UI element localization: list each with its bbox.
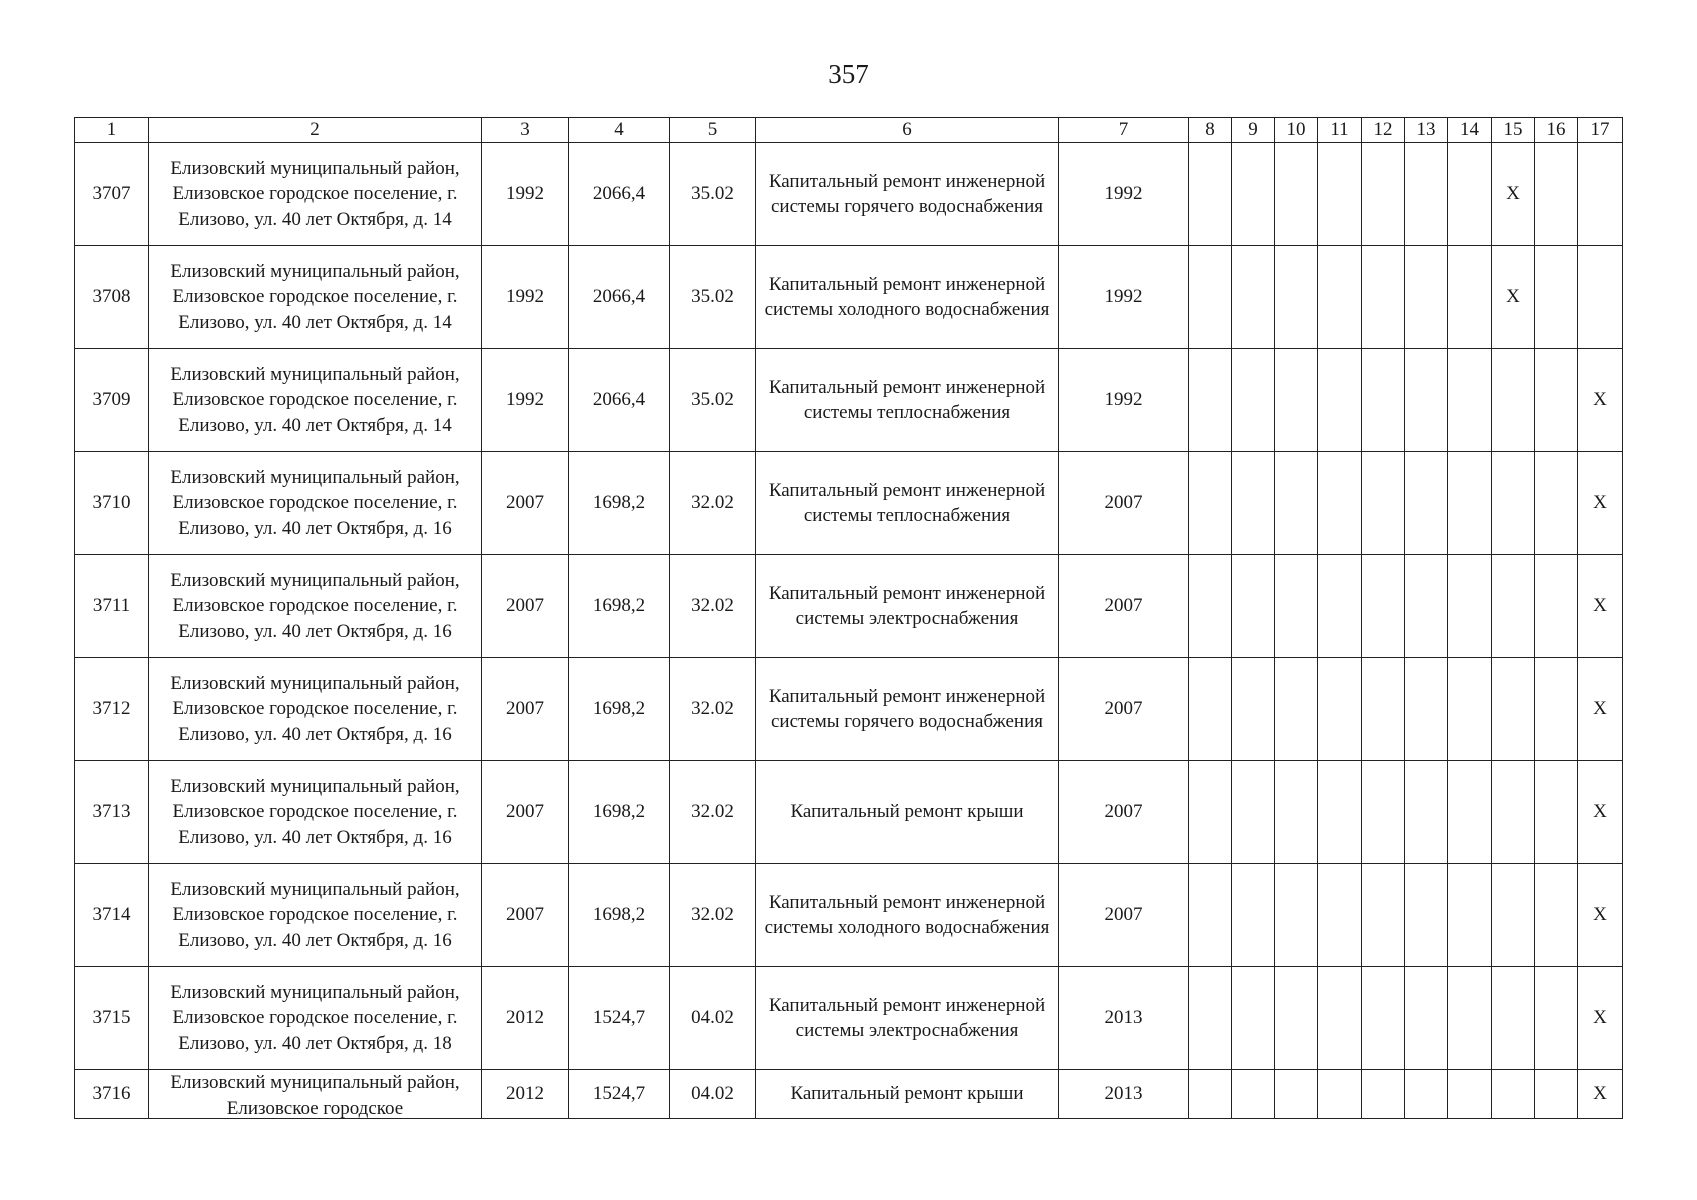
area-cell: 1698,2: [569, 761, 670, 864]
col-9-cell: [1232, 967, 1275, 1070]
table-row: [75, 967, 1623, 1070]
col-8-cell: [1189, 555, 1232, 658]
column-header-14: 14: [1448, 118, 1492, 143]
table-row: [75, 143, 1623, 246]
work-type-cell: Капитальный ремонт инженерной системы теплоснабжения: [756, 349, 1059, 452]
table-body: [75, 143, 1623, 1119]
col-9-cell: [1232, 1070, 1275, 1119]
table-row: [75, 452, 1623, 555]
code-cell: 32.02: [670, 864, 756, 967]
row-number-cell: 3715: [75, 967, 149, 1070]
table-row: [75, 658, 1623, 761]
code-cell: 04.02: [670, 1070, 756, 1119]
col-15-cell: X: [1492, 246, 1535, 349]
col-9-cell: [1232, 555, 1275, 658]
col-10-cell: [1275, 864, 1318, 967]
col-15-cell: [1492, 658, 1535, 761]
row-number-cell: 3713: [75, 761, 149, 864]
col-10-cell: [1275, 452, 1318, 555]
work-year-cell: 2007: [1059, 658, 1189, 761]
col-12-cell: [1362, 1070, 1405, 1119]
page-number: 357: [828, 59, 869, 89]
code-cell: 32.02: [670, 658, 756, 761]
col-9-cell: [1232, 864, 1275, 967]
column-header-3: 3: [482, 118, 569, 143]
column-header-9: 9: [1232, 118, 1275, 143]
col-8-cell: [1189, 452, 1232, 555]
col-9-cell: [1232, 761, 1275, 864]
col-8-cell: [1189, 864, 1232, 967]
col-10-cell: [1275, 143, 1318, 246]
col-17-cell: [1578, 246, 1623, 349]
col-10-cell: [1275, 349, 1318, 452]
col-10-cell: [1275, 246, 1318, 349]
col-10-cell: [1275, 761, 1318, 864]
col-10-cell: [1275, 555, 1318, 658]
table-row: [75, 761, 1623, 864]
col-15-cell: [1492, 1070, 1535, 1119]
column-header-12: 12: [1362, 118, 1405, 143]
col-9-cell: [1232, 658, 1275, 761]
code-cell: 32.02: [670, 452, 756, 555]
address-cell: Елизовский муниципальный район, Елизовское городское поселение, г. Елизово, ул. 40 лет Октября, д. 16: [149, 658, 482, 761]
code-cell: 35.02: [670, 143, 756, 246]
row-number-cell: 3712: [75, 658, 149, 761]
col-17-cell: X: [1578, 452, 1623, 555]
code-cell: 32.02: [670, 761, 756, 864]
area-cell: 1524,7: [569, 1070, 670, 1119]
registry-table: [74, 117, 1623, 1119]
column-header-13: 13: [1405, 118, 1448, 143]
code-cell: 04.02: [670, 967, 756, 1070]
col-14-cell: [1448, 1070, 1492, 1119]
row-number-cell: 3714: [75, 864, 149, 967]
column-header-4: 4: [569, 118, 670, 143]
col-17-cell: X: [1578, 967, 1623, 1070]
code-cell: 32.02: [670, 555, 756, 658]
code-cell: 35.02: [670, 246, 756, 349]
work-year-cell: 1992: [1059, 349, 1189, 452]
area-cell: 2066,4: [569, 246, 670, 349]
work-type-cell: Капитальный ремонт инженерной системы горячего водоснабжения: [756, 658, 1059, 761]
col-12-cell: [1362, 452, 1405, 555]
col-15-cell: [1492, 555, 1535, 658]
work-type-cell: Капитальный ремонт инженерной системы электроснабжения: [756, 555, 1059, 658]
col-15-cell: [1492, 967, 1535, 1070]
address-cell: Елизовский муниципальный район, Елизовское городское поселение, г. Елизово, ул. 40 лет Октября, д. 16: [149, 452, 482, 555]
work-year-cell: 2007: [1059, 864, 1189, 967]
column-header-16: 16: [1535, 118, 1578, 143]
work-type-cell: Капитальный ремонт инженерной системы электроснабжения: [756, 967, 1059, 1070]
column-header-10: 10: [1275, 118, 1318, 143]
col-13-cell: [1405, 658, 1448, 761]
col-12-cell: [1362, 967, 1405, 1070]
col-14-cell: [1448, 452, 1492, 555]
area-cell: 1524,7: [569, 967, 670, 1070]
col-8-cell: [1189, 349, 1232, 452]
col-8-cell: [1189, 761, 1232, 864]
area-cell: 1698,2: [569, 555, 670, 658]
address-cell: [149, 1070, 482, 1119]
col-17-cell: X: [1578, 555, 1623, 658]
col-14-cell: [1448, 349, 1492, 452]
year-built-cell: 2012: [482, 1070, 569, 1119]
work-type-cell: Капитальный ремонт крыши: [756, 761, 1059, 864]
col-11-cell: [1318, 349, 1362, 452]
col-16-cell: [1535, 864, 1578, 967]
col-9-cell: [1232, 452, 1275, 555]
col-16-cell: [1535, 143, 1578, 246]
year-built-cell: 1992: [482, 349, 569, 452]
year-built-cell: 1992: [482, 246, 569, 349]
address-cell: Елизовский муниципальный район, Елизовское городское поселение, г. Елизово, ул. 40 лет Октября, д. 18: [149, 967, 482, 1070]
area-cell: 1698,2: [569, 658, 670, 761]
col-16-cell: [1535, 1070, 1578, 1119]
column-header-2: 2: [149, 118, 482, 143]
work-type-cell: Капитальный ремонт инженерной системы холодного водоснабжения: [756, 864, 1059, 967]
header-row: [75, 118, 1623, 143]
col-16-cell: [1535, 967, 1578, 1070]
col-17-cell: X: [1578, 761, 1623, 864]
address-cell: Елизовский муниципальный район, Елизовское городское поселение, г. Елизово, ул. 40 лет Октября, д. 16: [149, 864, 482, 967]
table-row: [75, 555, 1623, 658]
year-built-cell: 2007: [482, 761, 569, 864]
col-17-cell: [1578, 143, 1623, 246]
col-15-cell: [1492, 452, 1535, 555]
col-8-cell: [1189, 658, 1232, 761]
col-11-cell: [1318, 555, 1362, 658]
col-13-cell: [1405, 452, 1448, 555]
col-14-cell: [1448, 864, 1492, 967]
work-year-cell: 2007: [1059, 555, 1189, 658]
col-12-cell: [1362, 658, 1405, 761]
col-12-cell: [1362, 349, 1405, 452]
column-header-8: 8: [1189, 118, 1232, 143]
col-15-cell: [1492, 761, 1535, 864]
column-header-5: 5: [670, 118, 756, 143]
col-10-cell: [1275, 658, 1318, 761]
table-row: [75, 864, 1623, 967]
col-16-cell: [1535, 452, 1578, 555]
col-11-cell: [1318, 761, 1362, 864]
col-10-cell: [1275, 1070, 1318, 1119]
col-11-cell: [1318, 864, 1362, 967]
address-cell: Елизовский муниципальный район, Елизовское городское поселение, г. Елизово, ул. 40 лет Октября, д. 16: [149, 555, 482, 658]
col-15-cell: [1492, 864, 1535, 967]
year-built-cell: 2007: [482, 555, 569, 658]
column-header-17: 17: [1578, 118, 1623, 143]
col-16-cell: [1535, 555, 1578, 658]
col-13-cell: [1405, 967, 1448, 1070]
col-13-cell: [1405, 349, 1448, 452]
col-16-cell: [1535, 761, 1578, 864]
column-header-11: 11: [1318, 118, 1362, 143]
column-header-7: 7: [1059, 118, 1189, 143]
address-cell: Елизовский муниципальный район, Елизовское городское поселение, г. Елизово, ул. 40 лет Октября, д. 14: [149, 246, 482, 349]
row-number-cell: 3716: [75, 1070, 149, 1119]
col-8-cell: [1189, 143, 1232, 246]
col-12-cell: [1362, 864, 1405, 967]
col-15-cell: X: [1492, 143, 1535, 246]
work-type-cell: Капитальный ремонт инженерной системы холодного водоснабжения: [756, 246, 1059, 349]
col-17-cell: X: [1578, 1070, 1623, 1119]
col-17-cell: X: [1578, 658, 1623, 761]
col-11-cell: [1318, 246, 1362, 349]
row-number-cell: 3708: [75, 246, 149, 349]
work-year-cell: 1992: [1059, 246, 1189, 349]
work-type-cell: Капитальный ремонт инженерной системы горячего водоснабжения: [756, 143, 1059, 246]
address-cell: Елизовский муниципальный район, Елизовское городское поселение, г. Елизово, ул. 40 лет Октября, д. 14: [149, 143, 482, 246]
address-text-clipped: [151, 1070, 479, 1118]
col-12-cell: [1362, 761, 1405, 864]
work-year-cell: 2013: [1059, 967, 1189, 1070]
year-built-cell: 2007: [482, 864, 569, 967]
col-15-cell: [1492, 349, 1535, 452]
address-cell: Елизовский муниципальный район, Елизовское городское поселение, г. Елизово, ул. 40 лет Октября, д. 14: [149, 349, 482, 452]
table-row: [75, 1070, 1623, 1119]
year-built-cell: 2007: [482, 452, 569, 555]
area-cell: 2066,4: [569, 143, 670, 246]
col-14-cell: [1448, 761, 1492, 864]
col-14-cell: [1448, 143, 1492, 246]
col-13-cell: [1405, 555, 1448, 658]
col-11-cell: [1318, 452, 1362, 555]
column-header-6: 6: [756, 118, 1059, 143]
col-14-cell: [1448, 967, 1492, 1070]
col-12-cell: [1362, 246, 1405, 349]
col-12-cell: [1362, 555, 1405, 658]
col-14-cell: [1448, 555, 1492, 658]
table-row: [75, 246, 1623, 349]
work-type-cell: Капитальный ремонт инженерной системы теплоснабжения: [756, 452, 1059, 555]
col-16-cell: [1535, 349, 1578, 452]
column-header-15: 15: [1492, 118, 1535, 143]
col-14-cell: [1448, 246, 1492, 349]
code-cell: 35.02: [670, 349, 756, 452]
col-8-cell: [1189, 1070, 1232, 1119]
col-13-cell: [1405, 864, 1448, 967]
area-cell: 1698,2: [569, 452, 670, 555]
year-built-cell: 2007: [482, 658, 569, 761]
col-11-cell: [1318, 658, 1362, 761]
col-16-cell: [1535, 246, 1578, 349]
work-type-cell: Капитальный ремонт крыши: [756, 1070, 1059, 1119]
row-number-cell: 3709: [75, 349, 149, 452]
col-9-cell: [1232, 349, 1275, 452]
col-12-cell: [1362, 143, 1405, 246]
work-year-cell: 1992: [1059, 143, 1189, 246]
address-text: Елизовский муниципальный район, Елизовское городское: [170, 1072, 460, 1118]
table-header: [75, 118, 1623, 143]
year-built-cell: 2012: [482, 967, 569, 1070]
work-year-cell: 2007: [1059, 452, 1189, 555]
col-11-cell: [1318, 967, 1362, 1070]
col-13-cell: [1405, 1070, 1448, 1119]
row-number-cell: 3711: [75, 555, 149, 658]
column-header-1: 1: [75, 118, 149, 143]
col-11-cell: [1318, 1070, 1362, 1119]
area-cell: 1698,2: [569, 864, 670, 967]
col-8-cell: [1189, 246, 1232, 349]
col-8-cell: [1189, 967, 1232, 1070]
row-number-cell: 3707: [75, 143, 149, 246]
table-row: [75, 349, 1623, 452]
address-cell: Елизовский муниципальный район, Елизовское городское поселение, г. Елизово, ул. 40 лет Октября, д. 16: [149, 761, 482, 864]
area-cell: 2066,4: [569, 349, 670, 452]
col-13-cell: [1405, 761, 1448, 864]
work-year-cell: 2007: [1059, 761, 1189, 864]
col-11-cell: [1318, 143, 1362, 246]
col-17-cell: X: [1578, 864, 1623, 967]
year-built-cell: 1992: [482, 143, 569, 246]
col-17-cell: X: [1578, 349, 1623, 452]
col-13-cell: [1405, 143, 1448, 246]
col-10-cell: [1275, 967, 1318, 1070]
work-year-cell: 2013: [1059, 1070, 1189, 1119]
row-number-cell: 3710: [75, 452, 149, 555]
col-9-cell: [1232, 246, 1275, 349]
col-16-cell: [1535, 658, 1578, 761]
col-14-cell: [1448, 658, 1492, 761]
col-13-cell: [1405, 246, 1448, 349]
col-9-cell: [1232, 143, 1275, 246]
